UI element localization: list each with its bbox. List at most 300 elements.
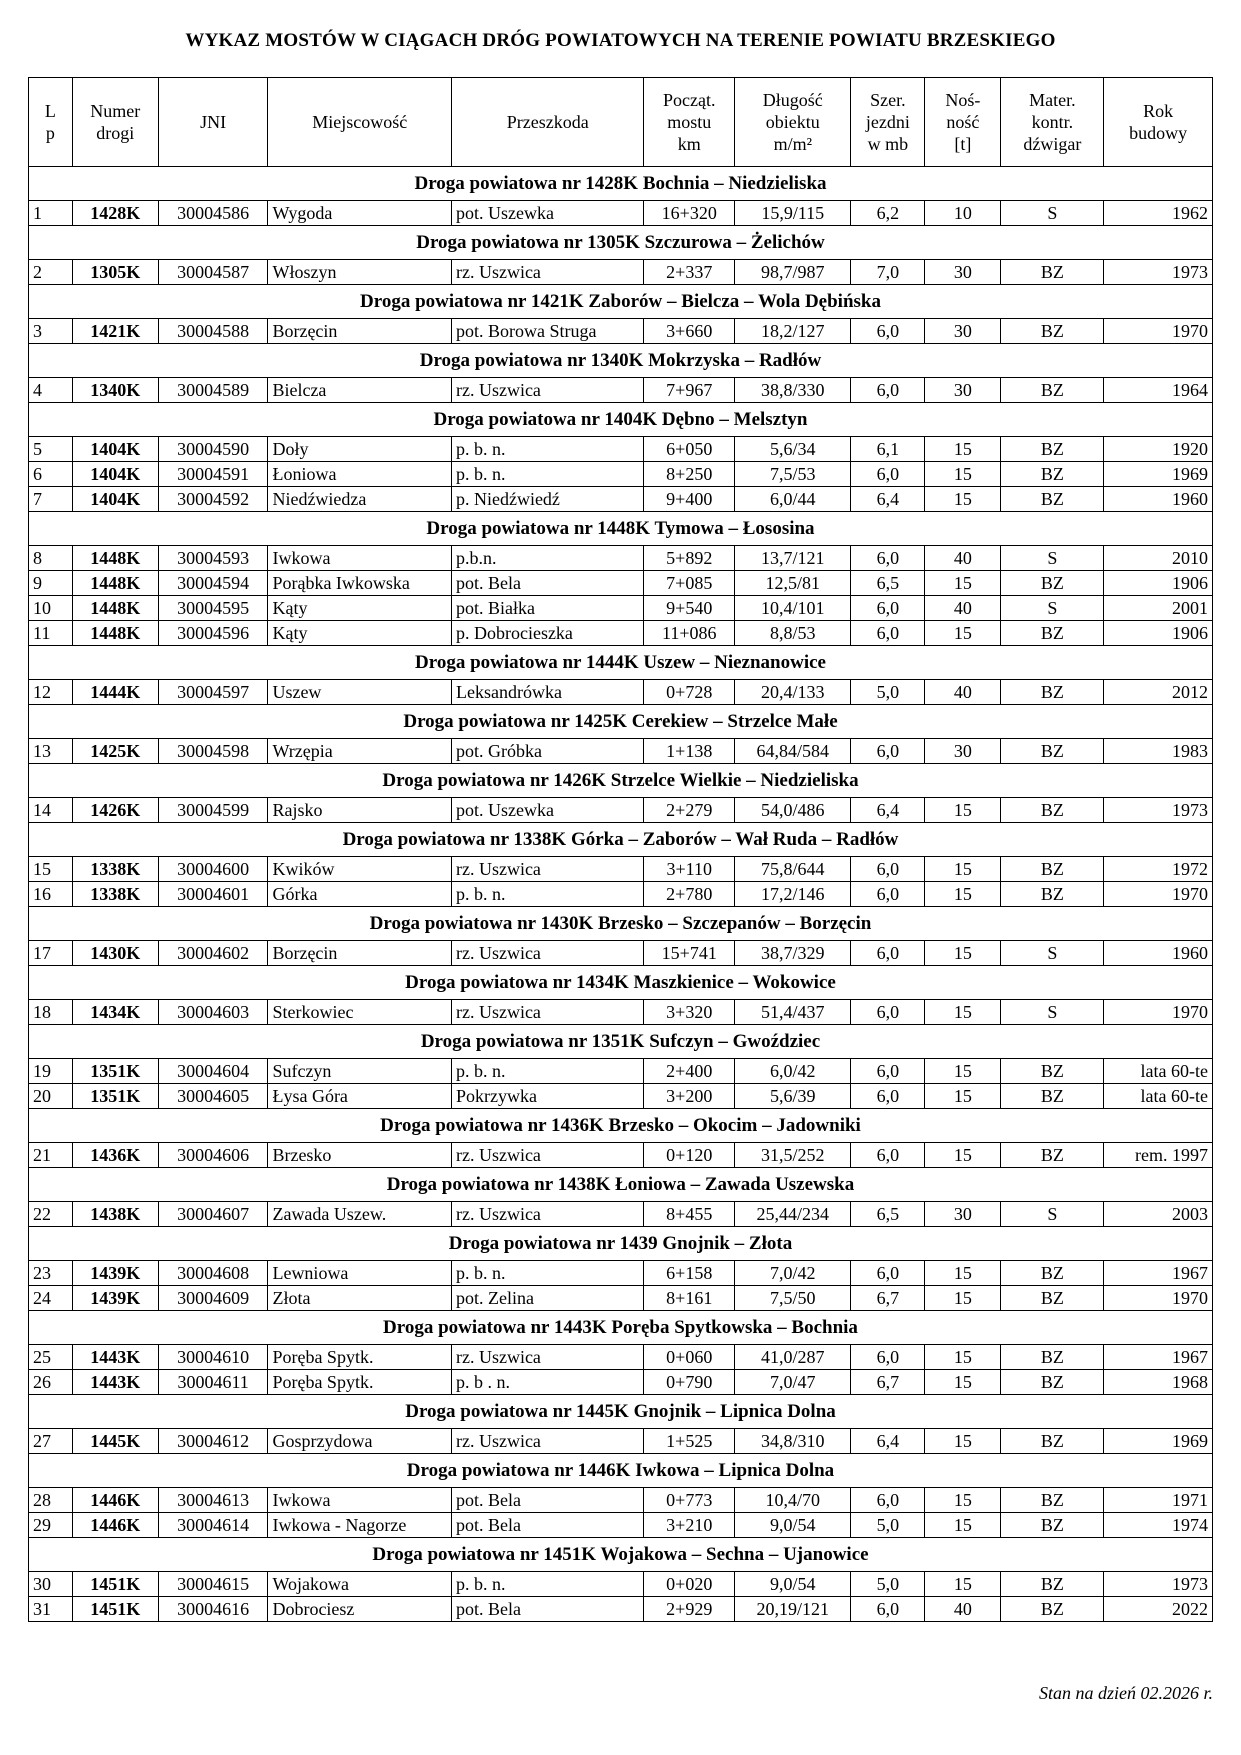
- col-locality-cell: Rajsko: [268, 798, 452, 823]
- road-section-row: [29, 823, 1213, 857]
- col-jni-cell: 30004612: [158, 1429, 268, 1454]
- header-line: kontr.: [1031, 112, 1074, 132]
- col-material-cell: BZ: [1001, 621, 1104, 646]
- col-jni-cell: 30004603: [158, 1000, 268, 1025]
- col-width-cell: 5,0: [851, 1513, 925, 1538]
- col-road-number-cell: 1444K: [72, 680, 158, 705]
- col-width-cell: 6,0: [851, 378, 925, 403]
- col-year-cell: 1964: [1104, 378, 1213, 403]
- header-line: obiektu: [765, 112, 820, 132]
- col-jni-cell: 30004616: [158, 1597, 268, 1622]
- col-year-cell: 1973: [1104, 798, 1213, 823]
- col-lp-header: [29, 78, 73, 167]
- col-lp-cell: 9: [29, 571, 73, 596]
- col-road-number-cell: 1448K: [72, 546, 158, 571]
- road-section-row: [29, 1109, 1213, 1143]
- col-obstacle-cell: p. b. n.: [451, 1261, 643, 1286]
- road-section-row: [29, 512, 1213, 546]
- header-line: Rok: [1143, 101, 1174, 121]
- table-row: [29, 1286, 1213, 1311]
- col-road-number-cell: 1351K: [72, 1084, 158, 1109]
- col-capacity-cell: 10: [925, 201, 1001, 226]
- col-road-number-cell: 1351K: [72, 1059, 158, 1084]
- col-capacity-cell: 15: [925, 1370, 1001, 1395]
- col-road-number-cell: 1426K: [72, 798, 158, 823]
- col-material-cell: BZ: [1001, 487, 1104, 512]
- table-row: [29, 201, 1213, 226]
- col-material-cell: BZ: [1001, 882, 1104, 907]
- col-capacity-cell: 15: [925, 1488, 1001, 1513]
- col-lp-cell: 27: [29, 1429, 73, 1454]
- col-start-km-cell: 8+250: [644, 462, 735, 487]
- col-width-cell: 6,0: [851, 941, 925, 966]
- col-jni-cell: 30004595: [158, 596, 268, 621]
- col-capacity-cell: 30: [925, 319, 1001, 344]
- col-locality-cell: Porąbka Iwkowska: [268, 571, 452, 596]
- col-capacity-cell: 30: [925, 739, 1001, 764]
- header-row: [29, 78, 1213, 167]
- col-road-number-cell: 1445K: [72, 1429, 158, 1454]
- road-section-title: Droga powiatowa nr 1438K Łoniowa – Zawada Uszewska: [29, 1168, 1213, 1202]
- table-row: [29, 1000, 1213, 1025]
- col-capacity-cell: 15: [925, 1261, 1001, 1286]
- road-section-title: Droga powiatowa nr 1421K Zaborów – Bielcza – Wola Dębińska: [29, 285, 1213, 319]
- col-start-km-cell: 8+455: [644, 1202, 735, 1227]
- table-row: [29, 680, 1213, 705]
- road-section-row: [29, 1395, 1213, 1429]
- table-row: [29, 546, 1213, 571]
- col-start-km-cell: 2+279: [644, 798, 735, 823]
- header-line: Przeszkoda: [506, 112, 589, 132]
- col-road-number-cell: 1404K: [72, 437, 158, 462]
- road-section-title: Droga powiatowa nr 1305K Szczurowa – Żelichów: [29, 226, 1213, 260]
- road-section-title: Droga powiatowa nr 1428K Bochnia – Niedzieliska: [29, 167, 1213, 201]
- header-line: mostu: [667, 112, 712, 132]
- col-start-km-cell: 0+773: [644, 1488, 735, 1513]
- col-length-cell: 7,0/42: [735, 1261, 851, 1286]
- table-row: [29, 1488, 1213, 1513]
- col-obstacle-cell: rz. Uszwica: [451, 260, 643, 285]
- col-jni-cell: 30004597: [158, 680, 268, 705]
- col-lp-cell: 18: [29, 1000, 73, 1025]
- col-lp-cell: 24: [29, 1286, 73, 1311]
- header-line: JNI: [200, 112, 227, 132]
- col-lp-cell: 10: [29, 596, 73, 621]
- col-road-number-header: [72, 78, 158, 167]
- col-year-cell: 1960: [1104, 941, 1213, 966]
- col-material-cell: BZ: [1001, 1345, 1104, 1370]
- col-obstacle-cell: rz. Uszwica: [451, 378, 643, 403]
- col-year-cell: lata 60-te: [1104, 1059, 1213, 1084]
- col-obstacle-cell: rz. Uszwica: [451, 1429, 643, 1454]
- road-section-row: [29, 285, 1213, 319]
- col-locality-cell: Borzęcin: [268, 941, 452, 966]
- col-year-cell: 1967: [1104, 1345, 1213, 1370]
- col-length-cell: 15,9/115: [735, 201, 851, 226]
- col-lp-cell: 12: [29, 680, 73, 705]
- col-length-cell: 8,8/53: [735, 621, 851, 646]
- road-section-title: Droga powiatowa nr 1404K Dębno – Melsztyn: [29, 403, 1213, 437]
- col-locality-cell: Wygoda: [268, 201, 452, 226]
- col-width-cell: 6,0: [851, 596, 925, 621]
- col-obstacle-cell: p. b. n.: [451, 462, 643, 487]
- col-width-cell: 6,0: [851, 882, 925, 907]
- col-capacity-cell: 40: [925, 1597, 1001, 1622]
- col-width-cell: 6,0: [851, 1261, 925, 1286]
- table-row: [29, 1429, 1213, 1454]
- col-length-cell: 38,8/330: [735, 378, 851, 403]
- col-width-cell: 6,0: [851, 857, 925, 882]
- col-year-cell: 1970: [1104, 1000, 1213, 1025]
- table-row: [29, 437, 1213, 462]
- table-row: [29, 1202, 1213, 1227]
- col-locality-cell: Lewniowa: [268, 1261, 452, 1286]
- road-section-row: [29, 1311, 1213, 1345]
- road-section-row: [29, 226, 1213, 260]
- col-obstacle-cell: rz. Uszwica: [451, 857, 643, 882]
- col-lp-cell: 19: [29, 1059, 73, 1084]
- col-capacity-cell: 15: [925, 437, 1001, 462]
- header-line: drogi: [96, 123, 135, 143]
- col-lp-cell: 21: [29, 1143, 73, 1168]
- col-locality-cell: Iwkowa: [268, 546, 452, 571]
- col-locality-cell: Poręba Spytk.: [268, 1345, 452, 1370]
- col-obstacle-cell: p.b.n.: [451, 546, 643, 571]
- header-line: w mb: [867, 134, 909, 154]
- col-locality-cell: Kąty: [268, 596, 452, 621]
- col-lp-cell: 23: [29, 1261, 73, 1286]
- col-width-cell: 6,0: [851, 1084, 925, 1109]
- road-section-title: Droga powiatowa nr 1443K Poręba Spytkowska – Bochnia: [29, 1311, 1213, 1345]
- col-road-number-cell: 1439K: [72, 1261, 158, 1286]
- road-section-title: Droga powiatowa nr 1351K Sufczyn – Gwoździec: [29, 1025, 1213, 1059]
- col-width-cell: 6,5: [851, 571, 925, 596]
- col-road-number-cell: 1338K: [72, 857, 158, 882]
- col-year-cell: 2022: [1104, 1597, 1213, 1622]
- col-obstacle-cell: p. b. n.: [451, 1572, 643, 1597]
- col-length-cell: 38,7/329: [735, 941, 851, 966]
- col-width-cell: 6,5: [851, 1202, 925, 1227]
- table-row: [29, 596, 1213, 621]
- table-row: [29, 621, 1213, 646]
- col-width-cell: 6,4: [851, 1429, 925, 1454]
- col-length-cell: 6,0/44: [735, 487, 851, 512]
- road-section-row: [29, 403, 1213, 437]
- col-length-cell: 64,84/584: [735, 739, 851, 764]
- col-lp-cell: 20: [29, 1084, 73, 1109]
- col-width-cell: 6,0: [851, 621, 925, 646]
- col-capacity-cell: 15: [925, 798, 1001, 823]
- col-start-km-cell: 7+967: [644, 378, 735, 403]
- road-section-title: Droga powiatowa nr 1436K Brzesko – Okocim – Jadowniki: [29, 1109, 1213, 1143]
- col-road-number-cell: 1436K: [72, 1143, 158, 1168]
- col-year-cell: 2003: [1104, 1202, 1213, 1227]
- col-year-cell: 1970: [1104, 882, 1213, 907]
- col-start-km-cell: 0+790: [644, 1370, 735, 1395]
- col-width-cell: 6,0: [851, 739, 925, 764]
- col-obstacle-cell: rz. Uszwica: [451, 941, 643, 966]
- col-width-cell: 5,0: [851, 680, 925, 705]
- col-year-cell: 1972: [1104, 857, 1213, 882]
- col-lp-cell: 3: [29, 319, 73, 344]
- col-capacity-cell: 15: [925, 1286, 1001, 1311]
- table-row: [29, 487, 1213, 512]
- col-start-km-cell: 1+525: [644, 1429, 735, 1454]
- header-line: L: [44, 101, 56, 121]
- col-width-cell: 6,0: [851, 1143, 925, 1168]
- col-year-header: [1104, 78, 1213, 167]
- col-capacity-cell: 15: [925, 571, 1001, 596]
- col-locality-cell: Łoniowa: [268, 462, 452, 487]
- table-row: [29, 882, 1213, 907]
- col-capacity-cell: 15: [925, 1513, 1001, 1538]
- col-year-cell: lata 60-te: [1104, 1084, 1213, 1109]
- col-road-number-cell: 1448K: [72, 596, 158, 621]
- col-capacity-cell: 40: [925, 680, 1001, 705]
- table-row: [29, 1597, 1213, 1622]
- road-section-title: Droga powiatowa nr 1451K Wojakowa – Sechna – Ujanowice: [29, 1538, 1213, 1572]
- col-obstacle-cell: p. b . n.: [451, 1370, 643, 1395]
- road-section-row: [29, 1025, 1213, 1059]
- col-locality-cell: Wrzępia: [268, 739, 452, 764]
- col-jni-cell: 30004610: [158, 1345, 268, 1370]
- col-start-km-cell: 16+320: [644, 201, 735, 226]
- col-lp-cell: 29: [29, 1513, 73, 1538]
- col-locality-cell: Poręba Spytk.: [268, 1370, 452, 1395]
- col-material-cell: BZ: [1001, 437, 1104, 462]
- header-line: [t]: [954, 134, 972, 154]
- col-obstacle-cell: pot. Bela: [451, 1488, 643, 1513]
- col-capacity-cell: 15: [925, 1143, 1001, 1168]
- col-width-cell: 6,0: [851, 462, 925, 487]
- col-length-header: [735, 78, 851, 167]
- col-road-number-cell: 1448K: [72, 571, 158, 596]
- col-year-cell: 2012: [1104, 680, 1213, 705]
- col-obstacle-cell: pot. Bela: [451, 1513, 643, 1538]
- col-width-cell: 6,0: [851, 1059, 925, 1084]
- col-start-km-cell: 3+660: [644, 319, 735, 344]
- col-obstacle-cell: pot. Bela: [451, 571, 643, 596]
- col-start-km-cell: 3+200: [644, 1084, 735, 1109]
- col-obstacle-cell: rz. Uszwica: [451, 1000, 643, 1025]
- col-capacity-cell: 15: [925, 857, 1001, 882]
- header-line: Numer: [90, 101, 141, 121]
- col-capacity-cell: 15: [925, 487, 1001, 512]
- col-width-cell: 6,0: [851, 546, 925, 571]
- col-year-cell: 1968: [1104, 1370, 1213, 1395]
- col-road-number-cell: 1434K: [72, 1000, 158, 1025]
- col-length-cell: 13,7/121: [735, 546, 851, 571]
- col-obstacle-cell: rz. Uszwica: [451, 1143, 643, 1168]
- col-year-cell: 1973: [1104, 260, 1213, 285]
- col-material-header: [1001, 78, 1104, 167]
- col-start-km-cell: 0+020: [644, 1572, 735, 1597]
- table-row: [29, 260, 1213, 285]
- col-lp-cell: 17: [29, 941, 73, 966]
- col-obstacle-cell: Leksandrówka: [451, 680, 643, 705]
- col-material-cell: BZ: [1001, 1513, 1104, 1538]
- col-jni-cell: 30004604: [158, 1059, 268, 1084]
- col-capacity-cell: 15: [925, 621, 1001, 646]
- col-width-cell: 6,1: [851, 437, 925, 462]
- table-row: [29, 462, 1213, 487]
- col-lp-cell: 5: [29, 437, 73, 462]
- col-road-number-cell: 1443K: [72, 1370, 158, 1395]
- col-locality-cell: Niedźwiedza: [268, 487, 452, 512]
- col-locality-cell: Iwkowa - Nagorze: [268, 1513, 452, 1538]
- col-start-km-cell: 0+120: [644, 1143, 735, 1168]
- table-row: [29, 1261, 1213, 1286]
- col-width-cell: 6,0: [851, 1597, 925, 1622]
- col-capacity-cell: 15: [925, 1059, 1001, 1084]
- col-length-cell: 25,44/234: [735, 1202, 851, 1227]
- col-lp-cell: 6: [29, 462, 73, 487]
- col-lp-cell: 22: [29, 1202, 73, 1227]
- col-length-cell: 31,5/252: [735, 1143, 851, 1168]
- col-start-km-cell: 0+060: [644, 1345, 735, 1370]
- col-length-cell: 7,0/47: [735, 1370, 851, 1395]
- col-length-cell: 20,19/121: [735, 1597, 851, 1622]
- col-width-cell: 6,0: [851, 1345, 925, 1370]
- col-road-number-cell: 1430K: [72, 941, 158, 966]
- table-row: [29, 1084, 1213, 1109]
- col-obstacle-cell: pot. Borowa Struga: [451, 319, 643, 344]
- col-locality-cell: Brzesko: [268, 1143, 452, 1168]
- col-locality-cell: Sterkowiec: [268, 1000, 452, 1025]
- col-start-km-cell: 1+138: [644, 739, 735, 764]
- col-year-cell: 2010: [1104, 546, 1213, 571]
- table-row: [29, 1143, 1213, 1168]
- col-width-header: [851, 78, 925, 167]
- col-locality-cell: Złota: [268, 1286, 452, 1311]
- col-year-cell: 1906: [1104, 621, 1213, 646]
- col-jni-cell: 30004586: [158, 201, 268, 226]
- col-start-km-cell: 3+320: [644, 1000, 735, 1025]
- col-material-cell: BZ: [1001, 1488, 1104, 1513]
- road-section-row: [29, 1168, 1213, 1202]
- col-start-km-cell: 7+085: [644, 571, 735, 596]
- col-material-cell: BZ: [1001, 857, 1104, 882]
- col-length-cell: 7,5/53: [735, 462, 851, 487]
- table-row: [29, 941, 1213, 966]
- table-row: [29, 319, 1213, 344]
- col-start-km-cell: 0+728: [644, 680, 735, 705]
- col-year-cell: 1970: [1104, 319, 1213, 344]
- col-road-number-cell: 1446K: [72, 1513, 158, 1538]
- col-jni-cell: 30004607: [158, 1202, 268, 1227]
- col-width-cell: 7,0: [851, 260, 925, 285]
- col-capacity-cell: 40: [925, 596, 1001, 621]
- col-lp-cell: 25: [29, 1345, 73, 1370]
- table-row: [29, 1572, 1213, 1597]
- road-section-row: [29, 907, 1213, 941]
- col-material-cell: BZ: [1001, 680, 1104, 705]
- col-length-cell: 98,7/987: [735, 260, 851, 285]
- col-road-number-cell: 1443K: [72, 1345, 158, 1370]
- col-jni-header: [158, 78, 268, 167]
- col-road-number-cell: 1428K: [72, 201, 158, 226]
- col-start-km-cell: 15+741: [644, 941, 735, 966]
- col-length-cell: 75,8/644: [735, 857, 851, 882]
- col-jni-cell: 30004609: [158, 1286, 268, 1311]
- col-length-cell: 9,0/54: [735, 1572, 851, 1597]
- col-start-km-cell: 9+540: [644, 596, 735, 621]
- road-section-row: [29, 646, 1213, 680]
- col-lp-cell: 15: [29, 857, 73, 882]
- col-length-cell: 5,6/34: [735, 437, 851, 462]
- col-jni-cell: 30004613: [158, 1488, 268, 1513]
- road-section-title: Droga powiatowa nr 1340K Mokrzyska – Radłów: [29, 344, 1213, 378]
- col-year-cell: 1983: [1104, 739, 1213, 764]
- col-capacity-cell: 30: [925, 260, 1001, 285]
- col-lp-cell: 31: [29, 1597, 73, 1622]
- col-start-km-cell: 2+400: [644, 1059, 735, 1084]
- col-road-number-cell: 1451K: [72, 1572, 158, 1597]
- col-material-cell: BZ: [1001, 1059, 1104, 1084]
- col-year-cell: 1967: [1104, 1261, 1213, 1286]
- col-lp-cell: 26: [29, 1370, 73, 1395]
- road-section-title: Droga powiatowa nr 1439 Gnojnik – Złota: [29, 1227, 1213, 1261]
- header-line: ność: [946, 112, 980, 132]
- col-locality-cell: Wojakowa: [268, 1572, 452, 1597]
- col-length-cell: 34,8/310: [735, 1429, 851, 1454]
- col-locality-header: [268, 78, 452, 167]
- col-year-cell: rem. 1997: [1104, 1143, 1213, 1168]
- col-start-km-cell: 11+086: [644, 621, 735, 646]
- col-lp-cell: 28: [29, 1488, 73, 1513]
- col-material-cell: BZ: [1001, 378, 1104, 403]
- col-obstacle-cell: p. Niedźwiedź: [451, 487, 643, 512]
- col-year-cell: 1906: [1104, 571, 1213, 596]
- road-section-title: Droga powiatowa nr 1425K Cerekiew – Strzelce Małe: [29, 705, 1213, 739]
- col-obstacle-cell: pot. Gróbka: [451, 739, 643, 764]
- col-year-cell: 1973: [1104, 1572, 1213, 1597]
- col-capacity-cell: 15: [925, 882, 1001, 907]
- col-locality-cell: Bielcza: [268, 378, 452, 403]
- col-year-cell: 1962: [1104, 201, 1213, 226]
- col-lp-cell: 8: [29, 546, 73, 571]
- col-length-cell: 51,4/437: [735, 1000, 851, 1025]
- col-road-number-cell: 1340K: [72, 378, 158, 403]
- col-obstacle-cell: pot. Uszewka: [451, 798, 643, 823]
- col-material-cell: BZ: [1001, 260, 1104, 285]
- col-locality-cell: Doły: [268, 437, 452, 462]
- col-material-cell: S: [1001, 596, 1104, 621]
- col-length-cell: 18,2/127: [735, 319, 851, 344]
- col-material-cell: BZ: [1001, 571, 1104, 596]
- col-locality-cell: Zawada Uszew.: [268, 1202, 452, 1227]
- col-jni-cell: 30004588: [158, 319, 268, 344]
- road-section-title: Droga powiatowa nr 1430K Brzesko – Szczepanów – Borzęcin: [29, 907, 1213, 941]
- col-locality-cell: Kąty: [268, 621, 452, 646]
- header-line: Miejscowość: [312, 112, 408, 132]
- col-year-cell: 1971: [1104, 1488, 1213, 1513]
- road-section-row: [29, 167, 1213, 201]
- table-row: [29, 1513, 1213, 1538]
- col-jni-cell: 30004600: [158, 857, 268, 882]
- col-material-cell: BZ: [1001, 1084, 1104, 1109]
- col-jni-cell: 30004590: [158, 437, 268, 462]
- col-material-cell: BZ: [1001, 1597, 1104, 1622]
- table-row: [29, 1059, 1213, 1084]
- col-jni-cell: 30004591: [158, 462, 268, 487]
- col-width-cell: 6,4: [851, 487, 925, 512]
- road-section-row: [29, 1454, 1213, 1488]
- col-start-km-header: [644, 78, 735, 167]
- header-line: Długość: [762, 90, 823, 110]
- col-jni-cell: 30004611: [158, 1370, 268, 1395]
- col-lp-cell: 2: [29, 260, 73, 285]
